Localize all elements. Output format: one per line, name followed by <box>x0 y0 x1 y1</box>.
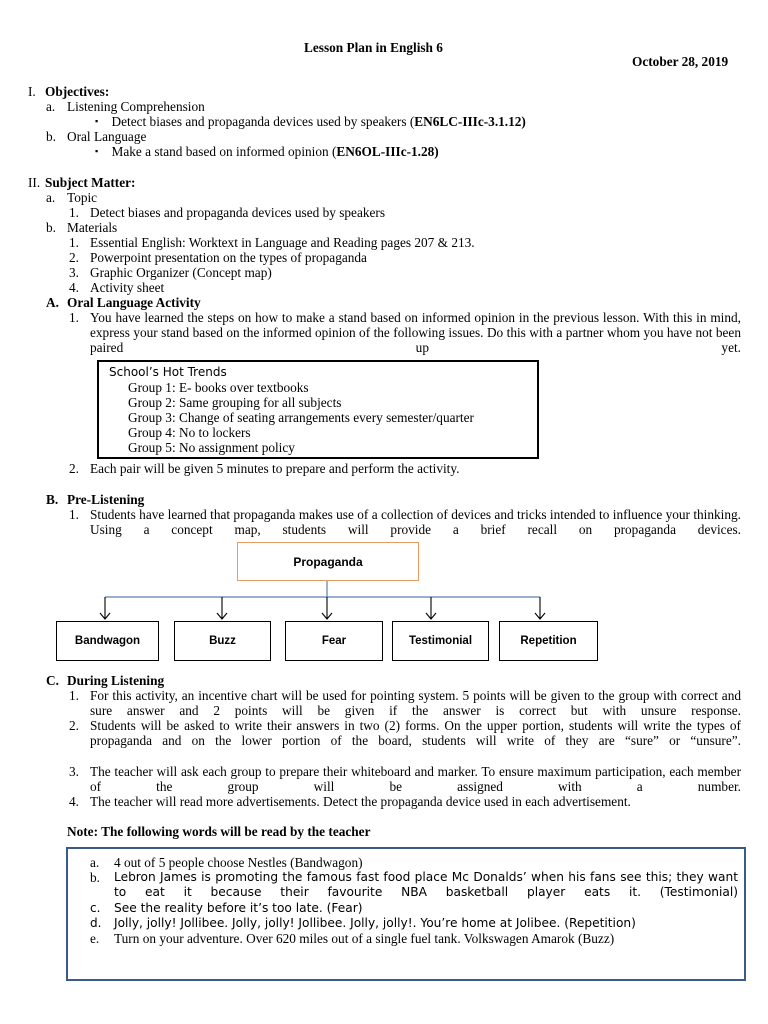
objective-a-text: Detect biases and propaganda devices used by speakers ( <box>111 114 415 129</box>
arrow-down-icon <box>217 597 227 619</box>
list-number: 1. <box>69 688 79 703</box>
during-listening-heading: During Listening <box>67 673 165 688</box>
pre-listening-heading: Pre-Listening <box>67 492 145 507</box>
list-number: 3. <box>69 265 79 280</box>
objective-a-label: Listening Comprehension <box>67 99 205 114</box>
materials-label: Materials <box>67 220 118 235</box>
objectives-heading: Objectives: <box>45 84 110 99</box>
group-item: Group 2: Same grouping for all subjects <box>128 395 342 410</box>
list-number: 2. <box>69 461 79 476</box>
group-item: Group 4: No to lockers <box>128 425 251 440</box>
list-number: 1. <box>69 205 79 220</box>
page-title: Lesson Plan in English 6 <box>304 40 443 55</box>
list-letter: e. <box>90 931 100 946</box>
pre-listening-text: Students have learned that propaganda makes use of a collection of devices and tricks intended to influence your thinking. Using a concept map, students will provide a brief recall on propaganda devices. <box>90 507 741 538</box>
list-letter: d. <box>90 916 102 930</box>
during-listening-item: The teacher will ask each group to prepare their whiteboard and marker. To ensure maximum participation, each member of the group will be assigned with a number. <box>90 764 741 795</box>
pair-instruction: Each pair will be given 5 minutes to prepare and perform the activity. <box>90 461 460 476</box>
concept-repetition: Repetition <box>499 621 598 661</box>
topic-label: Topic <box>67 190 98 205</box>
arrow-down-icon <box>535 597 545 619</box>
list-number: 1. <box>69 310 79 325</box>
objective-a-code: EN6LC-IIIc-3.1.12) <box>414 114 526 129</box>
list-letter: a. <box>46 99 56 114</box>
arrow-down-icon <box>100 597 110 619</box>
list-number: 4. <box>69 280 79 295</box>
list-letter: a. <box>46 190 56 205</box>
hot-trends-title: School’s Hot Trends <box>109 365 227 379</box>
ad-example: Lebron James is promoting the famous fast food place Mc Donalds’ when his fans see this; they want to eat it because their favourite NBA basketball player eats it. (Testimonial) <box>114 870 738 900</box>
objective-b-code: EN6OL-IIIc-1.28) <box>336 144 439 159</box>
ad-example: Jolly, jolly! Jollibee. Jolly, jolly! Jollibee. Jolly, jolly!. You’re home at Jolibee. (Repetition) <box>114 916 636 930</box>
section-letter: C. <box>46 673 59 688</box>
arrow-down-icon <box>322 597 332 619</box>
ad-example: See the reality before it’s too late. (Fear) <box>114 901 363 915</box>
concept-buzz: Buzz <box>174 621 271 661</box>
list-number: 3. <box>69 764 79 779</box>
list-number: 2. <box>69 718 79 733</box>
section-letter: B. <box>46 492 59 507</box>
material-item: Activity sheet <box>90 280 165 295</box>
list-letter: b. <box>46 220 56 235</box>
document-date: October 28, 2019 <box>632 54 729 69</box>
list-letter: c. <box>90 901 101 915</box>
group-item: Group 3: Change of seating arrangements every semester/quarter <box>128 410 474 425</box>
material-item: Graphic Organizer (Concept map) <box>90 265 272 280</box>
section-numeral: II. <box>28 175 41 190</box>
square-bullet-icon: ▪ <box>95 116 99 126</box>
list-number: 1. <box>69 507 79 522</box>
topic-text: Detect biases and propaganda devices used by speakers <box>90 205 386 220</box>
concept-map-root: Propaganda <box>237 542 419 581</box>
note-box <box>66 847 746 981</box>
note-heading: Note: The following words will be read by the teacher <box>67 824 371 839</box>
during-listening-item: For this activity, an incentive chart will be used for pointing system. 5 points will be given to the group with correct and sure answer and 2 points will be given if the answer is correct but with unsure response. <box>90 688 741 719</box>
list-letter: b. <box>46 129 56 144</box>
list-number: 1. <box>69 235 79 250</box>
square-bullet-icon: ▪ <box>95 146 99 156</box>
group-item: Group 5: No assignment policy <box>128 440 295 455</box>
oral-activity-instructions: You have learned the steps on how to make a stand based on informed opinion in the previous lesson. With this in mind, express your stand based on the informed opinion of the following issues. Do this with a partner whom you have not been paired up yet. <box>90 310 741 356</box>
objective-b-text: Make a stand based on informed opinion ( <box>111 144 337 159</box>
ad-example: 4 out of 5 people choose Nestles (Bandwagon) <box>114 855 363 870</box>
material-item: Essential English: Worktext in Language and Reading pages 207 & 213. <box>90 235 475 250</box>
list-number: 2. <box>69 250 79 265</box>
concept-testimonial: Testimonial <box>392 621 489 661</box>
oral-language-heading: Oral Language Activity <box>67 295 201 310</box>
material-item: Powerpoint presentation on the types of propaganda <box>90 250 367 265</box>
ad-example: Turn on your adventure. Over 620 miles out of a single fuel tank. Volkswagen Amarok (Buzz) <box>114 931 615 946</box>
during-listening-item: The teacher will read more advertisements. Detect the propaganda device used in each advertisement. <box>90 794 631 809</box>
arrow-down-icon <box>426 597 436 619</box>
list-number: 4. <box>69 794 79 809</box>
subject-heading: Subject Matter: <box>45 175 136 190</box>
group-item: Group 1: E- books over textbooks <box>128 380 309 395</box>
list-letter: b. <box>90 870 100 885</box>
section-letter: A. <box>46 295 59 310</box>
objective-b-label: Oral Language <box>67 129 147 144</box>
concept-bandwagon: Bandwagon <box>56 621 159 661</box>
during-listening-item: Students will be asked to write their answers in two (2) forms. On the upper portion, students will write the types of propaganda and on the lower portion of the board, students will write of they are “sure” or “unsure”. <box>90 718 741 749</box>
concept-fear: Fear <box>285 621 383 661</box>
list-letter: a. <box>90 855 100 870</box>
section-numeral: I. <box>28 84 36 99</box>
